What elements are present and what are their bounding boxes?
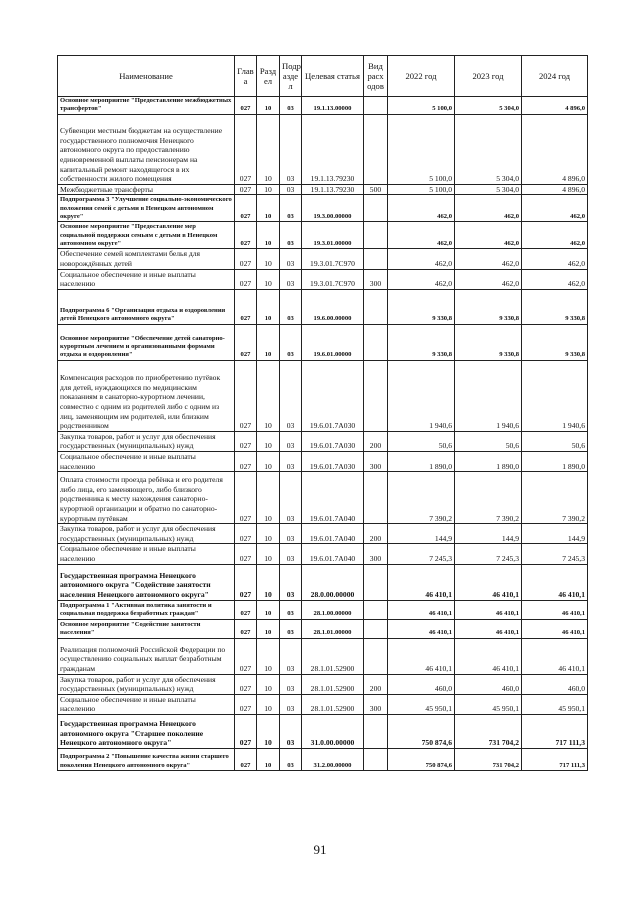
row-expense-type-cell: 200: [364, 524, 388, 544]
row-2024-cell: 717 111,3: [522, 714, 588, 748]
row-target-article-cell: 19.3.00.00000: [302, 195, 364, 222]
row-name-cell: Основное мероприятие "Предоставление мер социальной поддержки семьям с детьми в Ненецком автономном округе": [58, 222, 235, 249]
header-year-2024: 2024 год: [522, 56, 588, 97]
row-2024-cell: 4 896,0: [522, 97, 588, 115]
row-razdel-cell: 10: [257, 324, 280, 360]
row-target-article-cell: 19.6.01.7A030: [302, 451, 364, 471]
row-expense-type-cell: 200: [364, 674, 388, 694]
row-2023-cell: 46 410,1: [455, 600, 522, 619]
row-podrazdel-cell: 03: [280, 524, 302, 544]
row-expense-type-cell: [364, 324, 388, 360]
row-name-cell: Закупка товаров, работ и услуг для обеспечения государственных (муниципальных) нужд: [58, 431, 235, 451]
row-expense-type-cell: 500: [364, 184, 388, 195]
row-razdel-cell: 10: [257, 249, 280, 269]
row-expense-type-cell: [364, 360, 388, 431]
row-name-cell: Закупка товаров, работ и услуг для обеспечения государственных (муниципальных) нужд: [58, 524, 235, 544]
row-target-article-cell: 19.6.01.7A030: [302, 431, 364, 451]
row-name-cell: Подпрограмма 6 "Организация отдыха и оздоровления детей Ненецкого автономного округа": [58, 289, 235, 324]
row-expense-type-cell: 300: [364, 451, 388, 471]
table-row: [58, 431, 588, 451]
row-2022-cell: 460,0: [388, 674, 455, 694]
row-2022-cell: 7 390,2: [388, 472, 455, 524]
header-year-2022: 2022 год: [388, 56, 455, 97]
row-name-cell: Государственная программа Ненецкого автономного округа "Старшее поколение Ненецкого автономного округа": [58, 714, 235, 748]
row-2022-cell: 46 410,1: [388, 638, 455, 674]
row-2023-cell: 9 330,8: [455, 289, 522, 324]
row-name-cell: Закупка товаров, работ и услуг для обеспечения государственных (муниципальных) нужд: [58, 674, 235, 694]
row-glava-cell: 027: [235, 638, 257, 674]
table-row: [58, 638, 588, 674]
row-name-cell: Социальное обеспечение и иные выплаты населению: [58, 694, 235, 714]
row-2022-cell: 5 100,0: [388, 97, 455, 115]
row-glava-cell: 027: [235, 269, 257, 289]
row-podrazdel-cell: 03: [280, 360, 302, 431]
row-name-cell: Реализация полномочий Российской Федерации по осуществлению социальных выплат безработным гражданам: [58, 638, 235, 674]
header-razdel: Разд ел: [257, 56, 280, 97]
row-2022-cell: 9 330,8: [388, 324, 455, 360]
row-glava-cell: 027: [235, 524, 257, 544]
row-name-cell: Основное мероприятие "Содействие занятости населения": [58, 619, 235, 638]
row-razdel-cell: 10: [257, 674, 280, 694]
table-row: [58, 619, 588, 638]
row-razdel-cell: 10: [257, 289, 280, 324]
table-row: [58, 289, 588, 324]
row-2023-cell: 7 245,3: [455, 544, 522, 564]
row-2022-cell: 1 940,6: [388, 360, 455, 431]
row-2024-cell: 1 890,0: [522, 451, 588, 471]
row-target-article-cell: 28.1.00.00000: [302, 600, 364, 619]
table-row: [58, 451, 588, 471]
table-row: [58, 184, 588, 195]
table-row: [58, 195, 588, 222]
row-name-cell: Основное мероприятие "Предоставление межбюджетных трансфертов": [58, 97, 235, 115]
row-2023-cell: 462,0: [455, 222, 522, 249]
row-name-cell: Социальное обеспечение и иные выплаты населению: [58, 269, 235, 289]
page-number: 91: [313, 842, 327, 857]
row-razdel-cell: 10: [257, 114, 280, 184]
row-2024-cell: 46 410,1: [522, 600, 588, 619]
row-glava-cell: 027: [235, 324, 257, 360]
row-podrazdel-cell: 03: [280, 748, 302, 770]
row-2024-cell: 717 111,3: [522, 748, 588, 770]
table-row: [58, 564, 588, 600]
row-target-article-cell: 31.0.00.00000: [302, 714, 364, 748]
row-2023-cell: 144,9: [455, 524, 522, 544]
row-2022-cell: 462,0: [388, 249, 455, 269]
row-glava-cell: 027: [235, 222, 257, 249]
row-podrazdel-cell: 03: [280, 544, 302, 564]
row-2022-cell: 750 874,6: [388, 714, 455, 748]
table-row: [58, 600, 588, 619]
row-2023-cell: 462,0: [455, 269, 522, 289]
row-razdel-cell: 10: [257, 600, 280, 619]
row-glava-cell: 027: [235, 674, 257, 694]
row-target-article-cell: 28.0.00.00000: [302, 564, 364, 600]
row-2024-cell: 4 896,0: [522, 184, 588, 195]
row-razdel-cell: 10: [257, 195, 280, 222]
row-glava-cell: 027: [235, 451, 257, 471]
row-target-article-cell: 19.6.01.7A040: [302, 544, 364, 564]
row-2024-cell: 462,0: [522, 249, 588, 269]
row-target-article-cell: 19.3.01.7C970: [302, 269, 364, 289]
row-target-article-cell: 28.1.01.52900: [302, 674, 364, 694]
row-2024-cell: 462,0: [522, 269, 588, 289]
row-glava-cell: 027: [235, 184, 257, 195]
row-name-cell: Подпрограмма 2 "Повышение качества жизни старшего поколения Ненецкого автономного округа": [58, 748, 235, 770]
row-target-article-cell: 19.1.13.79230: [302, 184, 364, 195]
row-2023-cell: 46 410,1: [455, 638, 522, 674]
table-row: [58, 674, 588, 694]
row-expense-type-cell: 200: [364, 431, 388, 451]
row-2023-cell: 731 704,2: [455, 714, 522, 748]
table-row: [58, 222, 588, 249]
row-2023-cell: 46 410,1: [455, 564, 522, 600]
row-target-article-cell: 31.2.00.00000: [302, 748, 364, 770]
row-expense-type-cell: 300: [364, 694, 388, 714]
row-2022-cell: 750 874,6: [388, 748, 455, 770]
row-podrazdel-cell: 03: [280, 600, 302, 619]
row-razdel-cell: 10: [257, 619, 280, 638]
row-expense-type-cell: [364, 748, 388, 770]
row-target-article-cell: 19.3.01.7C970: [302, 249, 364, 269]
table-row: [58, 97, 588, 115]
row-razdel-cell: 10: [257, 748, 280, 770]
row-2024-cell: 9 330,8: [522, 289, 588, 324]
row-razdel-cell: 10: [257, 269, 280, 289]
row-2022-cell: 1 890,0: [388, 451, 455, 471]
row-target-article-cell: 19.6.00.00000: [302, 289, 364, 324]
row-2023-cell: 731 704,2: [455, 748, 522, 770]
row-razdel-cell: 10: [257, 714, 280, 748]
row-podrazdel-cell: 03: [280, 674, 302, 694]
row-2023-cell: 9 330,8: [455, 324, 522, 360]
row-name-cell: Социальное обеспечение и иные выплаты населению: [58, 451, 235, 471]
row-glava-cell: 027: [235, 600, 257, 619]
row-2023-cell: 5 304,0: [455, 114, 522, 184]
header-year-2023: 2023 год: [455, 56, 522, 97]
row-2024-cell: 462,0: [522, 195, 588, 222]
table-row: [58, 114, 588, 184]
row-razdel-cell: 10: [257, 222, 280, 249]
row-2022-cell: 50,6: [388, 431, 455, 451]
row-2024-cell: 4 896,0: [522, 114, 588, 184]
row-razdel-cell: 10: [257, 694, 280, 714]
row-glava-cell: 027: [235, 97, 257, 115]
row-target-article-cell: 19.6.01.7A040: [302, 524, 364, 544]
header-expense-type: Вид расх одов: [364, 56, 388, 97]
row-expense-type-cell: [364, 97, 388, 115]
row-glava-cell: 027: [235, 714, 257, 748]
row-glava-cell: 027: [235, 249, 257, 269]
row-2022-cell: 46 410,1: [388, 600, 455, 619]
row-2022-cell: 462,0: [388, 222, 455, 249]
row-podrazdel-cell: 03: [280, 638, 302, 674]
row-2023-cell: 460,0: [455, 674, 522, 694]
row-expense-type-cell: [364, 249, 388, 269]
row-podrazdel-cell: 03: [280, 222, 302, 249]
row-target-article-cell: 19.1.13.79230: [302, 114, 364, 184]
row-expense-type-cell: [364, 472, 388, 524]
table-row: [58, 472, 588, 524]
row-2024-cell: 7 390,2: [522, 472, 588, 524]
row-2023-cell: 5 304,0: [455, 184, 522, 195]
table-row: [58, 748, 588, 770]
row-glava-cell: 027: [235, 360, 257, 431]
row-target-article-cell: 28.1.01.00000: [302, 619, 364, 638]
row-podrazdel-cell: 03: [280, 289, 302, 324]
row-target-article-cell: 19.6.01.7A040: [302, 472, 364, 524]
table-row: [58, 544, 588, 564]
row-name-cell: Компенсация расходов по приобретению путёвок для детей, нуждающихся по медицинским показаниям в санаторно-курортном лечении, совместно с одним из родителей либо с одним из лиц, заменяющим им родителей, или близким родственником: [58, 360, 235, 431]
row-2023-cell: 1 890,0: [455, 451, 522, 471]
row-2022-cell: 46 410,1: [388, 619, 455, 638]
row-glava-cell: 027: [235, 472, 257, 524]
row-glava-cell: 027: [235, 564, 257, 600]
row-target-article-cell: 19.6.01.00000: [302, 324, 364, 360]
row-name-cell: Оплата стоимости проезда ребёнка и его родителя либо лица, его заменяющего, либо близкого родственника к месту нахождения санаторно-курортной организации и обратно по санаторно-курортным путёвкам: [58, 472, 235, 524]
row-podrazdel-cell: 03: [280, 249, 302, 269]
row-name-cell: Межбюджетные трансферты: [58, 184, 235, 195]
row-2023-cell: 462,0: [455, 195, 522, 222]
header-target-article: Целевая статья: [302, 56, 364, 97]
row-2024-cell: 144,9: [522, 524, 588, 544]
row-2023-cell: 46 410,1: [455, 619, 522, 638]
row-2022-cell: 5 100,0: [388, 184, 455, 195]
row-2023-cell: 462,0: [455, 249, 522, 269]
row-podrazdel-cell: 03: [280, 97, 302, 115]
row-2022-cell: 45 950,1: [388, 694, 455, 714]
row-expense-type-cell: [364, 195, 388, 222]
row-2024-cell: 45 950,1: [522, 694, 588, 714]
row-podrazdel-cell: 03: [280, 619, 302, 638]
row-podrazdel-cell: 03: [280, 195, 302, 222]
row-name-cell: Подпрограмма 1 "Активная политика занятости и социальная поддержка безработных граждан": [58, 600, 235, 619]
table-row: [58, 249, 588, 269]
row-glava-cell: 027: [235, 619, 257, 638]
row-podrazdel-cell: 03: [280, 431, 302, 451]
header-glava: Глав а: [235, 56, 257, 97]
row-podrazdel-cell: 03: [280, 714, 302, 748]
row-podrazdel-cell: 03: [280, 564, 302, 600]
row-2024-cell: 46 410,1: [522, 619, 588, 638]
row-razdel-cell: 10: [257, 544, 280, 564]
row-2024-cell: 46 410,1: [522, 564, 588, 600]
row-target-article-cell: 19.6.01.7A030: [302, 360, 364, 431]
table-row: [58, 269, 588, 289]
row-2023-cell: 1 940,6: [455, 360, 522, 431]
table-row: [58, 694, 588, 714]
row-podrazdel-cell: 03: [280, 324, 302, 360]
row-razdel-cell: 10: [257, 184, 280, 195]
row-2022-cell: 462,0: [388, 269, 455, 289]
row-target-article-cell: 28.1.01.52900: [302, 638, 364, 674]
row-glava-cell: 027: [235, 114, 257, 184]
row-glava-cell: 027: [235, 694, 257, 714]
row-expense-type-cell: [364, 564, 388, 600]
row-2022-cell: 46 410,1: [388, 564, 455, 600]
row-2024-cell: 9 330,8: [522, 324, 588, 360]
row-2024-cell: 460,0: [522, 674, 588, 694]
row-razdel-cell: 10: [257, 524, 280, 544]
table-row: [58, 360, 588, 431]
table-row: [58, 524, 588, 544]
row-2023-cell: 50,6: [455, 431, 522, 451]
row-podrazdel-cell: 03: [280, 184, 302, 195]
table-header-row: [58, 56, 588, 97]
row-expense-type-cell: [364, 619, 388, 638]
row-razdel-cell: 10: [257, 451, 280, 471]
row-razdel-cell: 10: [257, 360, 280, 431]
row-podrazdel-cell: 03: [280, 269, 302, 289]
row-2024-cell: 462,0: [522, 222, 588, 249]
row-podrazdel-cell: 03: [280, 694, 302, 714]
row-name-cell: Подпрограмма 3 "Улучшение социально-экономического положения семей с детьми в Ненецком автономном округе": [58, 195, 235, 222]
row-expense-type-cell: [364, 600, 388, 619]
row-expense-type-cell: 300: [364, 544, 388, 564]
row-podrazdel-cell: 03: [280, 451, 302, 471]
row-2022-cell: 7 245,3: [388, 544, 455, 564]
row-glava-cell: 027: [235, 195, 257, 222]
row-target-article-cell: 19.1.13.00000: [302, 97, 364, 115]
budget-table: [57, 55, 588, 771]
row-name-cell: Обеспечение семей комплектами белья для новорождённых детей: [58, 249, 235, 269]
row-razdel-cell: 10: [257, 638, 280, 674]
row-glava-cell: 027: [235, 431, 257, 451]
row-2024-cell: 7 245,3: [522, 544, 588, 564]
row-2022-cell: 462,0: [388, 195, 455, 222]
row-razdel-cell: 10: [257, 431, 280, 451]
row-2022-cell: 9 330,8: [388, 289, 455, 324]
row-target-article-cell: 19.3.01.00000: [302, 222, 364, 249]
row-glava-cell: 027: [235, 289, 257, 324]
row-glava-cell: 027: [235, 748, 257, 770]
row-glava-cell: 027: [235, 544, 257, 564]
row-2024-cell: 1 940,6: [522, 360, 588, 431]
row-razdel-cell: 10: [257, 564, 280, 600]
row-2022-cell: 144,9: [388, 524, 455, 544]
row-expense-type-cell: [364, 222, 388, 249]
row-2023-cell: 45 950,1: [455, 694, 522, 714]
row-razdel-cell: 10: [257, 97, 280, 115]
row-2022-cell: 5 100,0: [388, 114, 455, 184]
row-expense-type-cell: [364, 638, 388, 674]
row-expense-type-cell: [364, 289, 388, 324]
row-expense-type-cell: 300: [364, 269, 388, 289]
row-name-cell: Основное мероприятие "Обеспечение детей санаторно-курортным лечением и организованными формами отдыха и оздоровления": [58, 324, 235, 360]
row-2023-cell: 7 390,2: [455, 472, 522, 524]
row-2023-cell: 5 304,0: [455, 97, 522, 115]
row-razdel-cell: 10: [257, 472, 280, 524]
row-2024-cell: 46 410,1: [522, 638, 588, 674]
table-row: [58, 324, 588, 360]
header-podrazdel: Подр азде л: [280, 56, 302, 97]
row-name-cell: Субвенции местным бюджетам на осуществление государственного полномочия Ненецкого автономного округа по предоставлению единовременной выплаты пенсионерам на капитальный ремонт находящегося в их собственности жилого помещения: [58, 114, 235, 184]
row-expense-type-cell: [364, 114, 388, 184]
header-name: Наименование: [58, 56, 235, 97]
row-podrazdel-cell: 03: [280, 114, 302, 184]
table-row: [58, 714, 588, 748]
row-2024-cell: 50,6: [522, 431, 588, 451]
row-name-cell: Государственная программа Ненецкого автономного округа "Содействие занятости населения Ненецкого автономного округа": [58, 564, 235, 600]
row-name-cell: Социальное обеспечение и иные выплаты населению: [58, 544, 235, 564]
row-podrazdel-cell: 03: [280, 472, 302, 524]
row-target-article-cell: 28.1.01.52900: [302, 694, 364, 714]
row-expense-type-cell: [364, 714, 388, 748]
